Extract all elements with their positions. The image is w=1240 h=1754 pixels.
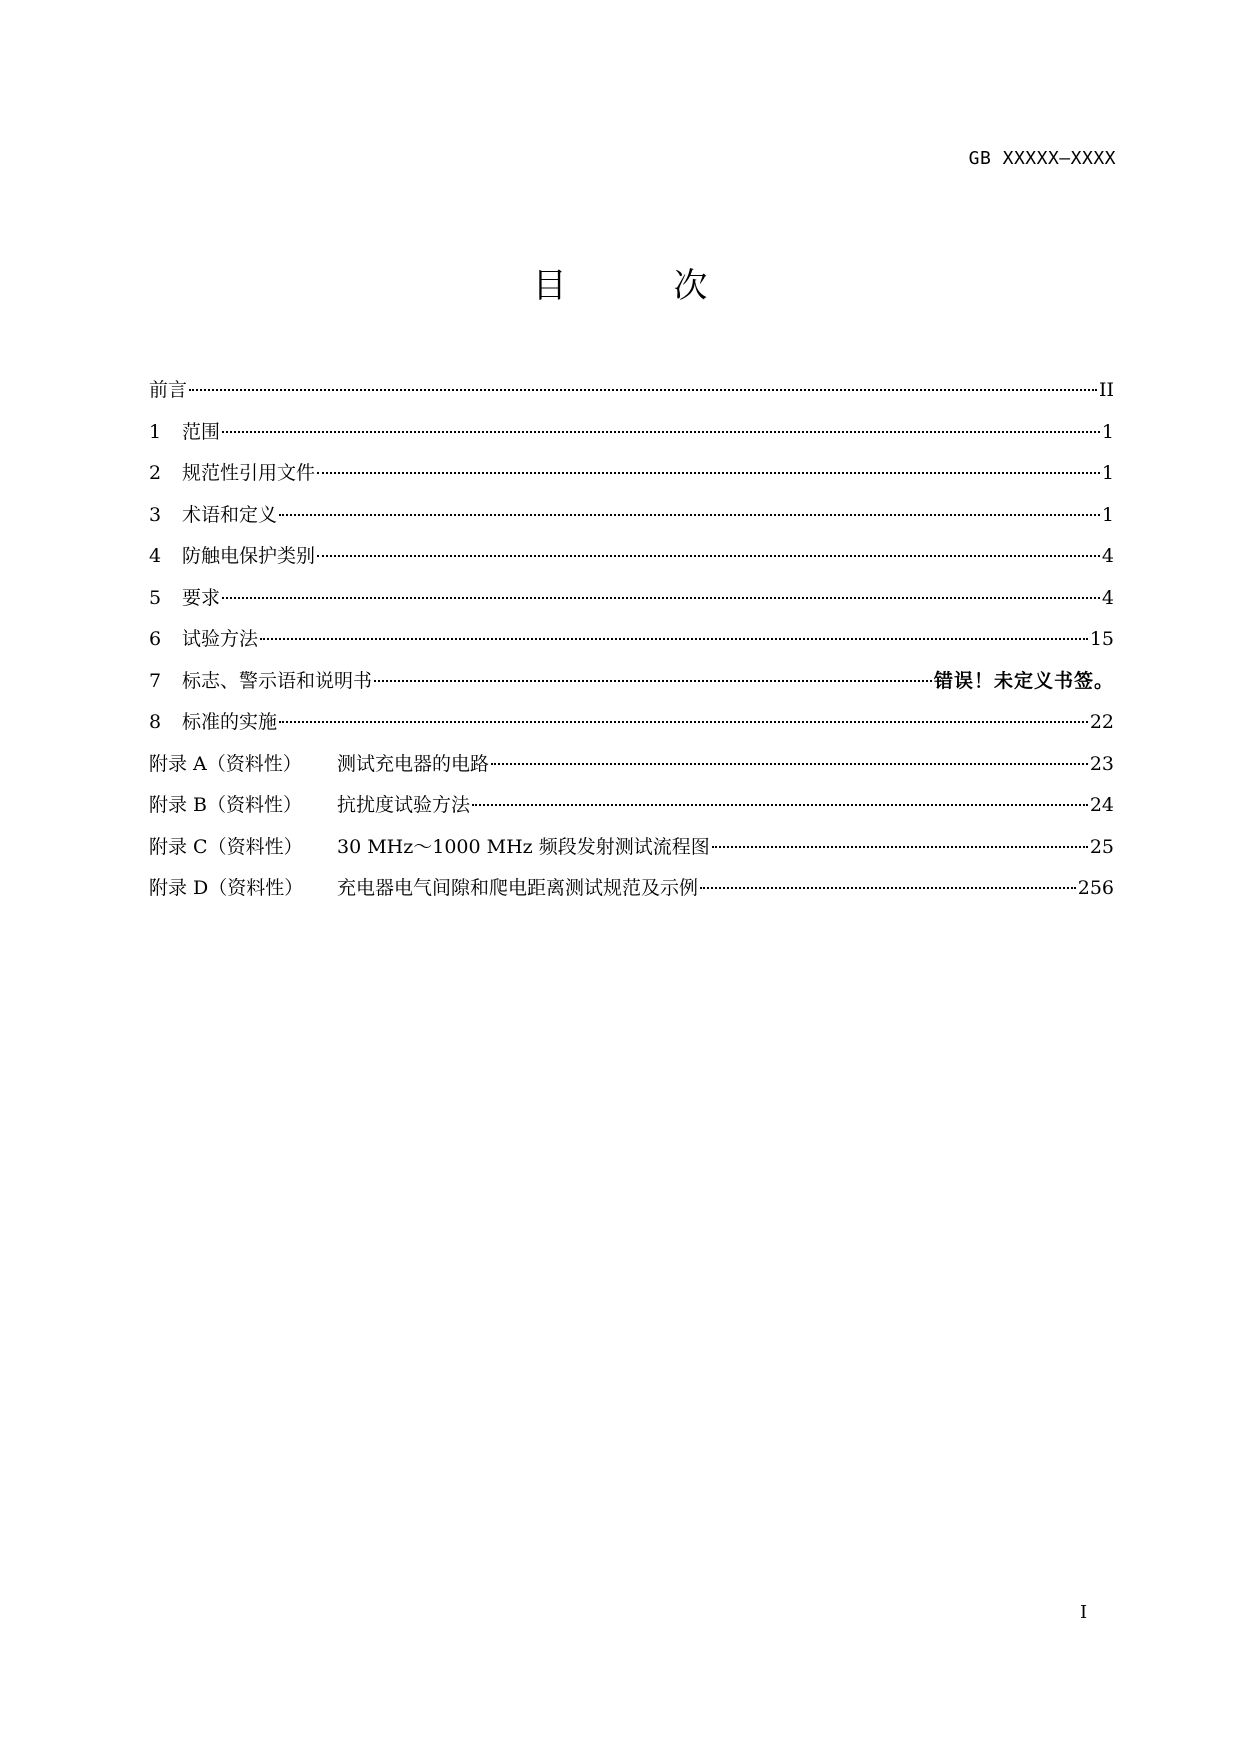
toc-leader-dots bbox=[374, 680, 932, 682]
toc-entry-number: 5 bbox=[149, 586, 162, 609]
toc-entry-number: 7 bbox=[149, 669, 162, 692]
toc-entry-label: 标准的实施 bbox=[182, 711, 278, 733]
toc-leader-dots bbox=[317, 472, 1100, 474]
toc-entry-page: II bbox=[1098, 379, 1114, 401]
toc-entry-page: 4 bbox=[1101, 545, 1114, 567]
table-of-contents bbox=[149, 370, 1114, 910]
toc-entry-5[interactable] bbox=[149, 578, 1114, 620]
toc-leader-dots bbox=[712, 846, 1088, 848]
toc-leader-dots bbox=[491, 763, 1088, 765]
toc-entry-label: 规范性引用文件 bbox=[182, 462, 316, 484]
toc-entry-page: 1 bbox=[1101, 420, 1114, 443]
toc-entry-1[interactable] bbox=[149, 412, 1114, 454]
toc-leader-dots bbox=[222, 431, 1100, 433]
toc-leader-dots bbox=[700, 887, 1076, 889]
toc-leader-dots bbox=[260, 638, 1088, 640]
toc-entry-label: 标志、警示语和说明书 bbox=[182, 669, 373, 692]
toc-entry-annex-b[interactable] bbox=[149, 785, 1114, 827]
toc-entry-6[interactable] bbox=[149, 619, 1114, 661]
toc-entry-page: 22 bbox=[1089, 711, 1114, 733]
toc-leader-dots bbox=[317, 555, 1100, 557]
toc-entry-label: 要求 bbox=[182, 586, 221, 609]
toc-entry-7[interactable] bbox=[149, 661, 1114, 703]
toc-entry-number: 8 bbox=[149, 711, 162, 733]
toc-entry-annex-c[interactable] bbox=[149, 827, 1114, 869]
toc-leader-dots bbox=[279, 721, 1088, 723]
toc-entry-page: 1 bbox=[1101, 503, 1114, 526]
toc-title: 目 次 bbox=[532, 266, 756, 306]
toc-entry-number: 4 bbox=[149, 545, 162, 567]
toc-entry-page: 15 bbox=[1089, 628, 1114, 650]
toc-entry-number: 2 bbox=[149, 462, 162, 484]
toc-entry-annex-d[interactable] bbox=[149, 868, 1114, 910]
toc-entry-label: 30 MHz～1000 MHz 频段发射测试流程图 bbox=[337, 835, 710, 858]
toc-annex-number: 附录 D（资料性） bbox=[149, 877, 304, 899]
toc-entry-page: 4 bbox=[1101, 586, 1114, 609]
toc-entry-page: 1 bbox=[1101, 462, 1114, 484]
toc-entry-label: 充电器电气间隙和爬电距离测试规范及示例 bbox=[337, 877, 699, 899]
toc-leader-dots bbox=[189, 389, 1097, 391]
toc-entry-page: 23 bbox=[1089, 752, 1114, 775]
toc-entry-annex-a[interactable] bbox=[149, 744, 1114, 786]
toc-annex-number: 附录 B（资料性） bbox=[149, 794, 303, 816]
toc-entry-label: 术语和定义 bbox=[182, 503, 278, 526]
toc-entry-3[interactable] bbox=[149, 495, 1114, 537]
toc-entry-page-error: 错误！未定义书签。 bbox=[933, 669, 1114, 692]
toc-entry-label: 范围 bbox=[182, 420, 221, 443]
toc-annex-number: 附录 C（资料性） bbox=[149, 835, 303, 858]
toc-leader-dots bbox=[472, 804, 1088, 806]
toc-entry-2[interactable] bbox=[149, 453, 1114, 495]
document-code: GB XXXXX—XXXX bbox=[968, 148, 1116, 169]
toc-entry-label: 试验方法 bbox=[182, 628, 259, 650]
toc-entry-number: 6 bbox=[149, 628, 162, 650]
toc-entry-page: 24 bbox=[1089, 794, 1114, 816]
toc-entry-label: 防触电保护类别 bbox=[182, 545, 316, 567]
toc-entry-8[interactable] bbox=[149, 702, 1114, 744]
page-number: I bbox=[1080, 1602, 1088, 1623]
toc-entry-label: 抗扰度试验方法 bbox=[337, 794, 471, 816]
toc-entry-label: 测试充电器的电路 bbox=[337, 752, 490, 775]
toc-leader-dots bbox=[279, 514, 1100, 516]
toc-entry-page: 256 bbox=[1077, 877, 1114, 899]
toc-entry-label: 前言 bbox=[149, 379, 188, 401]
toc-entry-number: 1 bbox=[149, 420, 162, 443]
toc-entry-foreword[interactable] bbox=[149, 370, 1114, 412]
toc-entry-page: 25 bbox=[1089, 835, 1114, 858]
toc-entry-number: 3 bbox=[149, 503, 162, 526]
toc-leader-dots bbox=[222, 597, 1100, 599]
toc-entry-4[interactable] bbox=[149, 536, 1114, 578]
toc-annex-number: 附录 A（资料性） bbox=[149, 752, 302, 775]
